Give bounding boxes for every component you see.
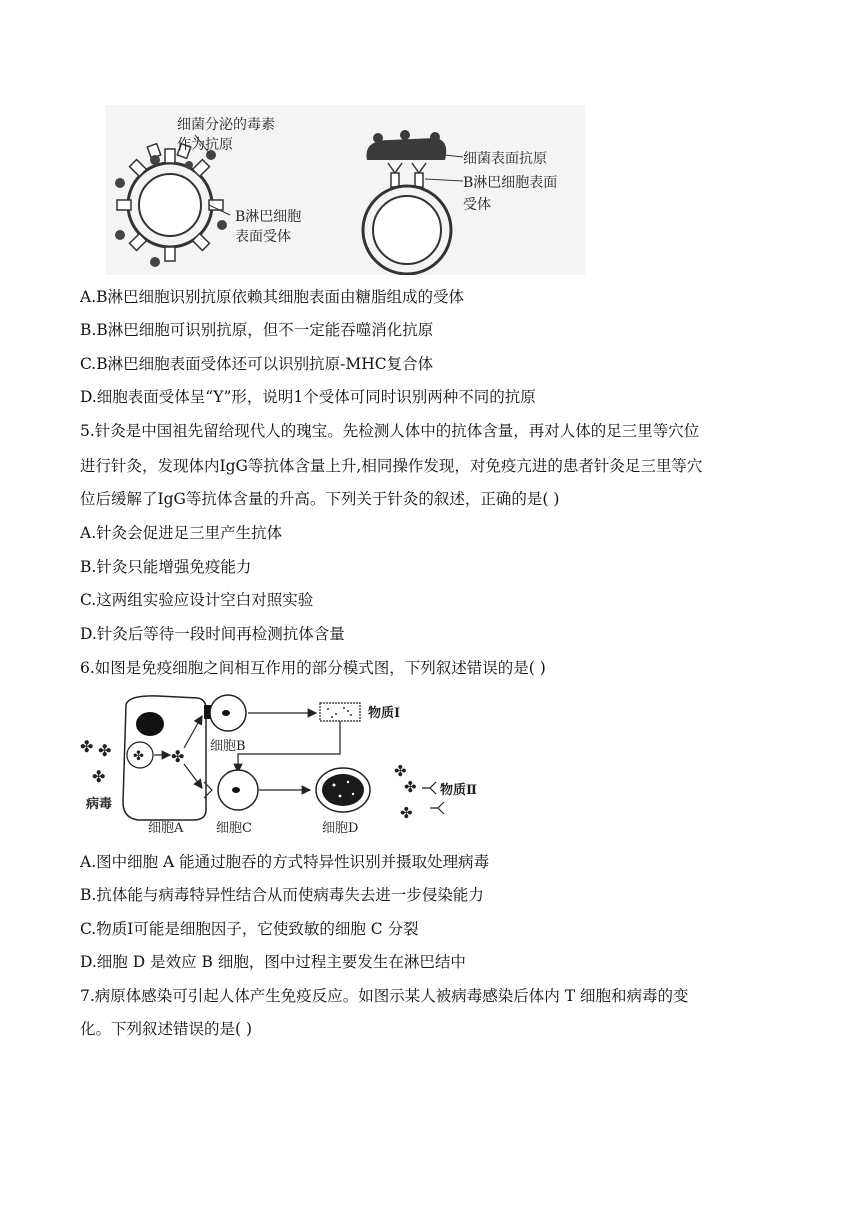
q5-option-b: B.针灸只能增强免疫能力 [80, 558, 252, 576]
left-label-antigen: 作为抗原 [177, 137, 233, 153]
left-label-receptor: 表面受体 [235, 229, 291, 245]
label-virus: 病毒 [86, 797, 113, 812]
q4-option-b: B.B淋巴细胞可识别抗原，但不一定能吞噬消化抗原 [80, 321, 434, 339]
cell-b [204, 695, 246, 731]
q4-option-d: D.细胞表面受体呈“Y”形，说明1个受体可同时识别两种不同的抗原 [80, 388, 536, 406]
q4-option-a: A.B淋巴细胞识别抗原依赖其细胞表面由糖脂组成的受体 [80, 288, 465, 306]
q5-stem-line-3: 位后缓解了IgG等抗体含量的升高。下列关于针灸的叙述，正确的是( ) [80, 490, 560, 508]
q5-stem-line-1: 5.针灸是中国祖先留给现代人的瑰宝。先检测人体中的抗体含量，再对人体的足三里等穴位 [80, 422, 700, 440]
cell-c [204, 770, 258, 810]
right-label-receptor: 受体 [463, 197, 491, 213]
q6-option-a: A.图中细胞 A 能通过胞吞的方式特异性识别并摄取处理病毒 [80, 853, 490, 871]
q6-stem: 6.如图是免疫细胞之间相互作用的部分模式图，下列叙述错误的是( ) [80, 659, 546, 677]
cell-a [123, 696, 206, 820]
q7-stem-line-1: 7.病原体感染可引起人体产生免疫反应。如图示某人被病毒感染后体内 T 细胞和病毒的变 [80, 987, 689, 1005]
svg-text:✤: ✤ [404, 778, 417, 796]
q5-stem-line-2: 进行针灸，发现体内IgG等抗体含量上升,相同操作发现，对免疫亢进的患者针灸足三里等穴 [80, 457, 703, 475]
label-cell-c: 细胞C [216, 821, 252, 836]
figure-immune-interaction [78, 690, 498, 840]
q6-option-d: D.细胞 D 是效应 B 细胞，图中过程主要发生在淋巴结中 [80, 953, 466, 971]
label-cell-d: 细胞D [322, 821, 359, 836]
right-label-surface-antigen: 细菌表面抗原 [463, 151, 547, 167]
svg-text:✤: ✤ [98, 741, 112, 760]
svg-text:✤: ✤ [80, 737, 94, 756]
substance-1-box [320, 703, 360, 721]
label-substance-1: 物质Ⅰ [368, 706, 401, 721]
figure-b-cell-receptors [105, 105, 585, 275]
bound-viruses [394, 762, 417, 822]
cell-d [316, 768, 370, 812]
q6-option-c: C.物质Ⅰ可能是细胞因子，它使致敏的细胞 C 分裂 [80, 920, 419, 938]
label-cell-a: 细胞A [148, 821, 184, 836]
svg-text:✤: ✤ [171, 747, 185, 766]
label-cell-b: 细胞B [210, 739, 246, 754]
left-label-b-cell: B淋巴细胞 [235, 209, 302, 225]
label-substance-2: 物质Ⅱ [440, 783, 477, 798]
q5-option-a: A.针灸会促进足三里产生抗体 [80, 524, 283, 542]
right-label-b-cell-surface: B淋巴细胞表面 [463, 175, 558, 191]
svg-text:✤: ✤ [400, 804, 413, 822]
q4-option-c: C.B淋巴细胞表面受体还可以识别抗原-MHC复合体 [80, 355, 434, 373]
q5-option-c: C.这两组实验应设计空白对照实验 [80, 591, 314, 609]
left-label-toxin: 细菌分泌的毒素 [177, 117, 275, 133]
q6-option-b: B.抗体能与病毒特异性结合从而使病毒失去进一步侵染能力 [80, 886, 484, 904]
svg-text:✤: ✤ [394, 762, 407, 780]
q5-option-d: D.针灸后等待一段时间再检测抗体含量 [80, 625, 345, 643]
svg-text:✤: ✤ [92, 767, 106, 786]
svg-text:✤: ✤ [133, 749, 144, 764]
q7-stem-line-2: 化。下列叙述错误的是( ) [80, 1020, 253, 1038]
